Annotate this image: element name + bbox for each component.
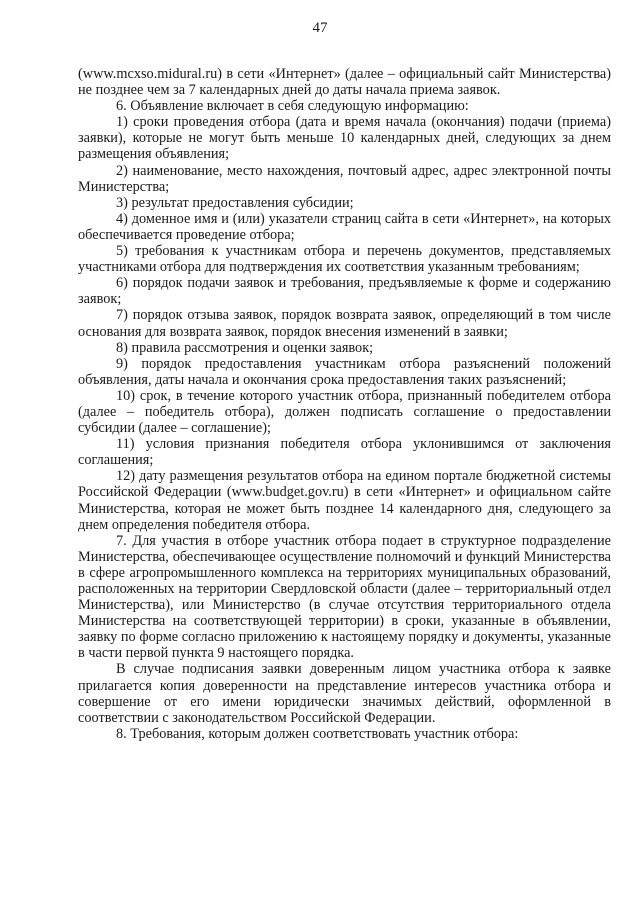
paragraph-proxy: В случае подписания заявки доверенным лицом участника отбора к заявке прилагается копия доверенности на представление интересов участника отбора и совершение от его имени юридически значимых действий, оформленной в соответствии с законодательством Российской Федерации. [78,661,611,726]
list-item: 11) условия признания победителя отбора уклонившимся от заключения соглашения; [78,436,611,469]
paragraph-item-6: 6. Объявление включает в себя следующую информацию: [116,98,469,115]
paragraph-continuation: (www.mcxso.midural.ru) в сети «Интернет» (далее – официальный сайт Министерства) не позднее чем за 7 календарных дней до даты начала приема заявок. [78,66,611,99]
list-item: 5) требования к участникам отбора и перечень документов, представляемых участниками отбора для подтверждения их соответствия указанным требованиям; [78,243,611,276]
paragraph-item-7: 7. Для участия в отборе участник отбора подает в структурное подразделение Министерства, обеспечивающее осуществление полномочий и функций Министерства в сфере агропромышленного комплекса на территориях муниципальных образований, расположенных на территории Свердловской области (далее – территориальный отдел Министерства), или Министерство (в случае отсутствия территориального отдела Министерства на соответствующей территории) в сроки, указанные в объявлении, заявку по форме согласно приложению к настоящему порядку и документы, указанные в части первой пункта 9 настоящего порядка. [78,532,611,662]
list-item: 7) порядок отзыва заявок, порядок возврата заявок, определяющий в том числе основания для возврата заявок, порядок внесения изменений в заявки; [78,307,611,340]
list-item: 3) результат предоставления субсидии; [116,194,354,211]
list-item: 2) наименование, место нахождения, почтовый адрес, адрес электронной почты Министерства; [78,162,611,195]
list-item: 6) порядок подачи заявок и требования, предъявляемые к форме и содержанию заявок; [78,275,611,308]
list-item: 12) дату размещения результатов отбора на едином портале бюджетной системы Российской Федерации (www.budget.gov.ru) в сети «Интернет» и официальном сайте Министерства, которая не может быть позднее 14 календарного дня, следующего за днем определения победителя отбора. [78,468,611,533]
paragraph-item-8: 8. Требования, которым должен соответствовать участник отбора: [116,725,519,742]
list-item: 9) порядок предоставления участникам отбора разъяснений положений объявления, даты начала и окончания срока предоставления таких разъяснений; [78,355,611,388]
list-item: 1) сроки проведения отбора (дата и время начала (окончания) подачи (приема) заявки), которые не могут быть меньше 10 календарных дней, следующих за днем размещения объявления; [78,114,611,163]
document-body [78,66,611,742]
list-item: 8) правила рассмотрения и оценки заявок; [116,339,374,356]
list-item: 10) срок, в течение которого участник отбора, признанный победителем отбора (далее – победитель отбора), должен подписать соглашение о предоставлении субсидии (далее – соглашение); [78,387,611,437]
list-item: 4) доменное имя и (или) указатели страниц сайта в сети «Интернет», на которых обеспечивается проведение отбора; [78,210,611,243]
page-number: 47 [312,20,328,36]
